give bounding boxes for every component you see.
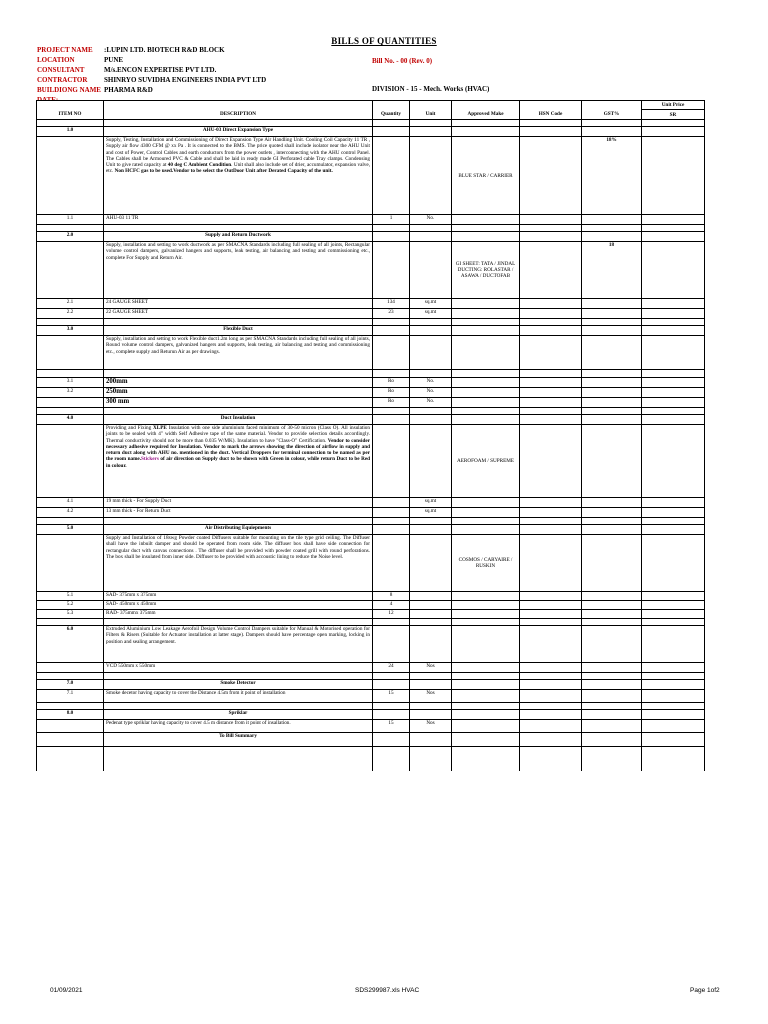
item-unit: sq.mt bbox=[410, 498, 452, 508]
location-value: PUNE bbox=[104, 56, 124, 64]
item-description: Supply, installation and setting to work Flexible duct1.2m long as per SMACNA Standards including full sealing of all joints, Round volume control dampers, galvanized hangers and supports, leak testing, air balancing and testing and commissioning etc., complete supply and Returun Air as per drawings. bbox=[104, 336, 373, 370]
col-unit: Unit bbox=[410, 110, 452, 120]
bill-summary: To Bill Summary bbox=[104, 733, 373, 747]
item-unit: No. bbox=[410, 215, 452, 225]
item-number: 5.1 bbox=[37, 592, 104, 601]
col-description: DESCRIPTION bbox=[104, 110, 373, 120]
bill-number: Bill No. - 00 (Rev. 0) bbox=[372, 57, 433, 65]
item-number: 2.1 bbox=[37, 299, 104, 309]
item-description: Extruded Aluminium Low Leakage Aerofoil Design Volume Control Dampers suitable for Manual & Motorised operation for Filters & Risers (Suitable for Actuator installation at latter stage). Dampers should have percentage open marking, locking in position and sealing arrangement. bbox=[104, 626, 373, 663]
item-quantity: 23 bbox=[373, 309, 410, 319]
consultant-value: M/s.ENCON EXPERTISE PVT LTD. bbox=[104, 66, 217, 74]
item-quantity: 1 bbox=[373, 215, 410, 225]
item-name: 19 mm thick - For Supply Duct bbox=[104, 498, 373, 508]
item-quantity: Ro bbox=[373, 378, 410, 388]
approved-make: AEROFOAM / SUPREME bbox=[452, 425, 520, 498]
item-name: 13 mm thick - For Return Duct bbox=[104, 508, 373, 518]
item-name: Smoke decetor having capacity to cover the Distance 4.5m from it point of installation bbox=[104, 690, 373, 703]
item-name: AHU-03 11 TR bbox=[104, 215, 373, 225]
item-description: Providing and Fixing XLPE Insulation with one side aluminium faced minimum of 30-50 micron (Class O). All insulation joints to be sealed with 4" width Self Adhesive tape of the same material. Vendor to provide selection details accordingly. Thermal conductivity should not be more than 0.035 W/MK). Insulation to have "Class-O" Certification. Vendor to consider necessary adhesive required for Insulation. Vendor to mark the arrows showing the direction of airflow in supply and return duct along with AHU no. mentioned in the duct. Vertical Droppers for terminal connection to be named as per the room name.Stickers of air direction on Supply duct to be shown with Green in colour, while return Duct to be Red in colour. bbox=[104, 425, 373, 498]
item-quantity: 15 bbox=[373, 720, 410, 733]
contractor-label: CONTRACTOR bbox=[37, 76, 88, 84]
item-number: 4.1 bbox=[37, 498, 104, 508]
gst-value: 18% bbox=[582, 137, 642, 215]
item-unit: Nos bbox=[410, 720, 452, 733]
boq-table bbox=[36, 100, 705, 771]
item-quantity: 24 bbox=[373, 663, 410, 673]
project-header bbox=[37, 45, 266, 105]
item-name: SAD- 375mm x 375mm bbox=[104, 592, 373, 601]
col-gst: GST% bbox=[582, 110, 642, 120]
section-number: 5.0 bbox=[37, 525, 104, 535]
item-quantity: 15 bbox=[373, 690, 410, 703]
item-number: 3.1 bbox=[37, 378, 104, 388]
item-name: RAD- 375mmx 375mm bbox=[104, 610, 373, 619]
section-number: 1.0 bbox=[37, 127, 104, 137]
section-title: Smoke Detector bbox=[104, 680, 373, 690]
section-number: 6.0 bbox=[37, 626, 104, 663]
item-quantity: 4 bbox=[373, 601, 410, 610]
col-approved-make: Approved Make bbox=[452, 110, 520, 120]
item-quantity: 134 bbox=[373, 299, 410, 309]
item-number: 5.2 bbox=[37, 601, 104, 610]
approved-make: BLUE STAR / CARRIER bbox=[452, 137, 520, 215]
col-hsn: HSN Code bbox=[520, 110, 582, 120]
division-label: DIVISION - 15 - Mech. Works (HVAC) bbox=[372, 85, 490, 93]
item-unit: sq.mt bbox=[410, 309, 452, 319]
col-price-sr: SR bbox=[642, 110, 705, 120]
col-quantity: Quantity bbox=[373, 110, 410, 120]
section-number: 8.0 bbox=[37, 710, 104, 720]
item-name: 250mm bbox=[104, 388, 373, 398]
item-name: VCD 550mm x 550mm bbox=[104, 663, 373, 673]
item-description: Supply and Installation of 18swg Powder coated Diffusers suitable for mounting on the tile type grid ceiling. The Diffuser shall have the inbuilt damper and should be operated from room side. The diffuser box shall have side connection for rectangular duct with canvas connections . The diffuser shall be provided with powder coated grill with round perforations. The box shall be insulated from inner side. Diffuser to be provided with accoustic lining to reduce the Noise level. bbox=[104, 535, 373, 592]
approved-make: GI SHEET: TATA / JINDAL DUCTING: ROLASTAR / ASAWA / DUCTOFAB bbox=[452, 242, 520, 299]
item-description: Supply, Testing, Installation and Commissioning of Direct Expansion Type Air Handling Unit. Cooling Coil Capacity 11 TR , Supply air flow 4300 CFM @ xx Pa . It is connected to the BMS. The price quoted shall include isolator near the AHU Unit and cost of Power, Control Cables and earth conductors from the power outlets , interconnecting with the AHU control Panel. The Cables shall be Armoured PVC & Cable and shall be laid in ready made GI Perforated cable Tray clamps. Condensing Unit to give rated capacity at 40 deg C Ambient Condition. Unit shall also include set of drier, accumulator, expansion valve, etc. Non HCFC gas to be used.Vendor to be select the OutDoor Unit after Derated Capacity of the unit. bbox=[104, 137, 373, 215]
item-quantity: Ro bbox=[373, 388, 410, 398]
item-description: Supply, installation and setting to work ductwork as per SMACNA Standards including full sealing of all joints, Rectangular volume control dampers, galvanized hangers and supports, leak testing, air balancing and testing and commissioning etc., complete For Supply and Return Air. bbox=[104, 242, 373, 299]
item-unit: No. bbox=[410, 398, 452, 408]
project-label: PROJECT NAME bbox=[37, 46, 93, 54]
item-quantity: 8 bbox=[373, 592, 410, 601]
consultant-label: CONSULTANT bbox=[37, 66, 85, 74]
item-name: 200mm bbox=[104, 378, 373, 388]
item-name: SAD- 450mm x 450mm bbox=[104, 601, 373, 610]
col-unit-price: Unit Price bbox=[642, 101, 705, 110]
document-title: BILLS OF QUANTITIES bbox=[331, 36, 437, 46]
item-number: 7.1 bbox=[37, 690, 104, 703]
col-item-no: ITEM NO bbox=[37, 110, 104, 120]
section-number: 4.0 bbox=[37, 415, 104, 425]
location-label: LOCATION bbox=[37, 56, 75, 64]
section-title: Supply and Return Ductwork bbox=[104, 232, 373, 242]
item-number: 5.3 bbox=[37, 610, 104, 619]
building-value: PHARMA R&D bbox=[104, 86, 153, 94]
item-name: 24 GAUGE SHEET bbox=[104, 299, 373, 309]
item-name: 300 mm bbox=[104, 398, 373, 408]
item-quantity: 12 bbox=[373, 610, 410, 619]
gst-value: 18 bbox=[582, 242, 642, 299]
item-quantity: Ro bbox=[373, 398, 410, 408]
section-title: AHU-03 Direct Expansion Type bbox=[104, 127, 373, 137]
item-unit: Nos bbox=[410, 663, 452, 673]
item-name: Pedenat type spriklar having capacity to cover 4.5 m distance from it point of insallation. bbox=[104, 720, 373, 733]
item-name: 22 GAUGE SHEET bbox=[104, 309, 373, 319]
section-title: Spriklar bbox=[104, 710, 373, 720]
item-number: 3.2 bbox=[37, 388, 104, 398]
item-unit: Nos bbox=[410, 690, 452, 703]
footer-filename: SDS299987.xls HVAC bbox=[355, 987, 420, 994]
section-title: Air Distributing Equiepments bbox=[104, 525, 373, 535]
building-label: BUILDIONG NAME bbox=[37, 86, 101, 94]
footer-page: Page 1of2 bbox=[690, 987, 720, 994]
item-number: 4.2 bbox=[37, 508, 104, 518]
project-value: :LUPIN LTD. BIOTECH R&D BLOCK bbox=[104, 46, 225, 54]
item-number: 1.1 bbox=[37, 215, 104, 225]
footer-date: 01/09/2021 bbox=[50, 987, 83, 994]
approved-make: COSMOS / CARYAIRE / RUSKIN bbox=[452, 535, 520, 592]
section-number: 3.0 bbox=[37, 326, 104, 336]
item-unit: No. bbox=[410, 388, 452, 398]
item-number: 2.2 bbox=[37, 309, 104, 319]
section-number: 7.0 bbox=[37, 680, 104, 690]
item-unit: sq.mt bbox=[410, 508, 452, 518]
item-unit: sq.mt bbox=[410, 299, 452, 309]
contractor-value: SHINRYO SUVIDHA ENGINEERS INDIA PVT LTD bbox=[104, 76, 267, 84]
section-title: Flexible Duct bbox=[104, 326, 373, 336]
section-number: 2.0 bbox=[37, 232, 104, 242]
section-title: Duct Insulation bbox=[104, 415, 373, 425]
item-unit: No. bbox=[410, 378, 452, 388]
